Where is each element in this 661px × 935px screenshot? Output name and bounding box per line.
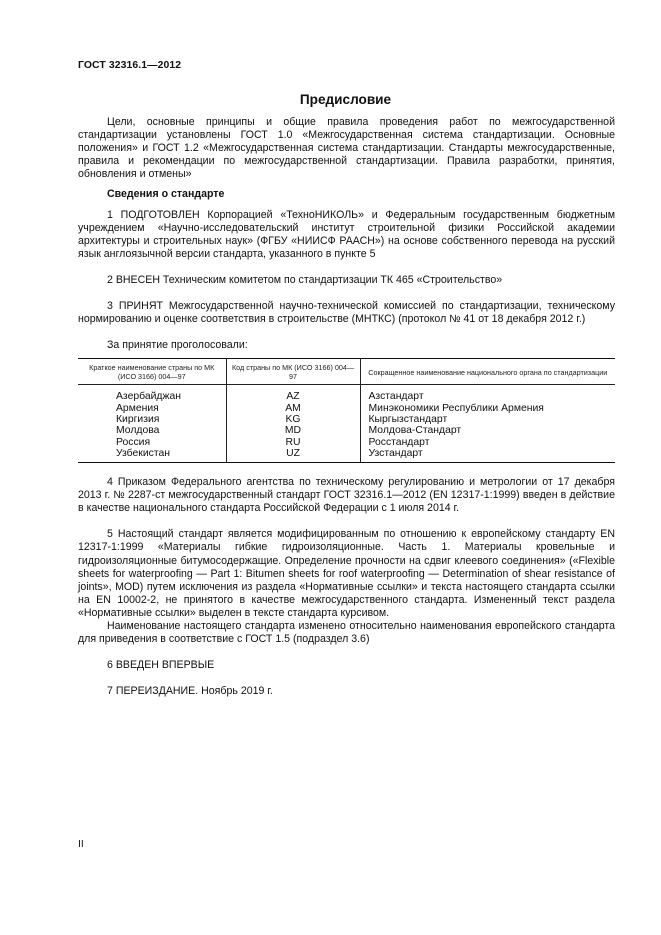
- table-row: [78, 425, 615, 436]
- column-header-code: Код страны по МК (ИСО 3166) 004—97: [226, 359, 360, 385]
- table-row: [78, 437, 615, 448]
- table-row: [78, 385, 615, 403]
- country-cell: Азербайджан: [78, 385, 226, 403]
- body-cell: Молдова-Стандарт: [360, 425, 615, 436]
- code-cell: AZ: [226, 385, 360, 403]
- country-cell: Киргизия: [78, 414, 226, 425]
- document-body: [78, 116, 615, 698]
- country-cell: Молдова: [78, 425, 226, 436]
- page-number: II: [78, 839, 84, 850]
- item-7: 7 ПЕРЕИЗДАНИЕ. Ноябрь 2019 г.: [107, 685, 273, 698]
- page-title: Предисловие: [299, 92, 392, 107]
- body-cell: Азстандарт: [360, 385, 615, 403]
- body-cell: Кыргызстандарт: [360, 414, 615, 425]
- document-code: ГОСТ 32316.1—2012: [78, 60, 182, 71]
- body-cell: Узстандарт: [360, 448, 615, 463]
- table-row: [78, 403, 615, 414]
- table-row: [78, 414, 615, 425]
- country-cell: Узбекистан: [78, 448, 226, 463]
- code-cell: MD: [226, 425, 360, 436]
- country-cell: Россия: [78, 437, 226, 448]
- info-heading: Сведения о стандарте: [107, 188, 225, 201]
- country-cell: Армения: [78, 403, 226, 414]
- code-cell: UZ: [226, 448, 360, 463]
- body-cell: Минэкономики Республики Армения: [360, 403, 615, 414]
- code-cell: RU: [226, 437, 360, 448]
- table-row: [78, 448, 615, 463]
- item-4: 4 Приказом Федерального агентства по техническому регулированию и метрологии от 17 декабря 2013 г. № 2287-ст межгосударственный стандарт ГОСТ 32316.1—2012 (EN 12317-1:1999) введен в действие в качестве национального стандарта Российской Федерации с 1 июля 2014 г.: [78, 476, 615, 515]
- item-5-note: Наименование настоящего стандарта изменено относительно наименования европейского стандарта для приведения в соответствие с ГОСТ 1.5 (подраздел 3.6): [78, 620, 615, 646]
- table-header-row: [78, 359, 615, 385]
- item-5: 5 Настоящий стандарт является модифицированным по отношению к европейскому стандарту EN 12317-1:1999 «Материалы гибкие гидроизоляционные. Часть 1. Материалы кровельные и гидроизоляционные битумосодержащие. Определение прочности на сдвиг клеевого соединения» («Flexible sheets for waterproofing — Part 1: Bitumen sheets for roof waterproofing — Determination of shear resistance of joints», MOD) путем исключения из раздела «Нормативные ссылки» и текста настоящего стандарта ссылки на EN 10002-2, не принятого в качестве межгосударственного стандарта. Измененный текст раздела «Нормативные ссылки» выделен в тексте стандарта курсивом.: [78, 528, 615, 619]
- intro-paragraph: Цели, основные принципы и общие правила проведения работ по межгосударственной стандартизации установлены ГОСТ 1.0 «Межгосударственная система стандартизации. Основные положения» и ГОСТ 1.2 «Межгосударственная система стандартизации. Стандарты межгосударственные, правила и рекомендации по межгосударственной стандартизации. Правила разработки, принятия, обновления и отмены»: [78, 116, 615, 181]
- item-6: 6 ВВЕДЕН ВПЕРВЫЕ: [107, 659, 215, 672]
- column-header-country: Краткое наименование страны по МК (ИСО 3166) 004—97: [78, 359, 226, 385]
- item-1: 1 ПОДГОТОВЛЕН Корпорацией «ТехноНИКОЛЬ» и Федеральным государственным бюджетным учреждением «Научно-исследовательский институт строительной физики Российской академии архитектуры и строительных наук» (ФГБУ «НИИСФ РААСН») на основе собственного перевода на русский язык англоязычной версии стандарта, указанного в пункте 5: [78, 208, 615, 260]
- vote-label: За принятие проголосовали:: [107, 339, 248, 352]
- column-header-body: Сокращенное наименование национального органа по стандартизации: [360, 359, 615, 385]
- body-cell: Росстандарт: [360, 437, 615, 448]
- code-cell: KG: [226, 414, 360, 425]
- code-cell: AM: [226, 403, 360, 414]
- item-3: 3 ПРИНЯТ Межгосударственной научно-технической комиссией по стандартизации, техническому нормированию и оценке соответствия в строительстве (МНТКС) (протокол № 41 от 18 декабря 2012 г.): [78, 300, 615, 326]
- item-2: 2 ВНЕСЕН Техническим комитетом по стандартизации ТК 465 «Строительство»: [107, 273, 503, 286]
- voting-table: [78, 358, 615, 463]
